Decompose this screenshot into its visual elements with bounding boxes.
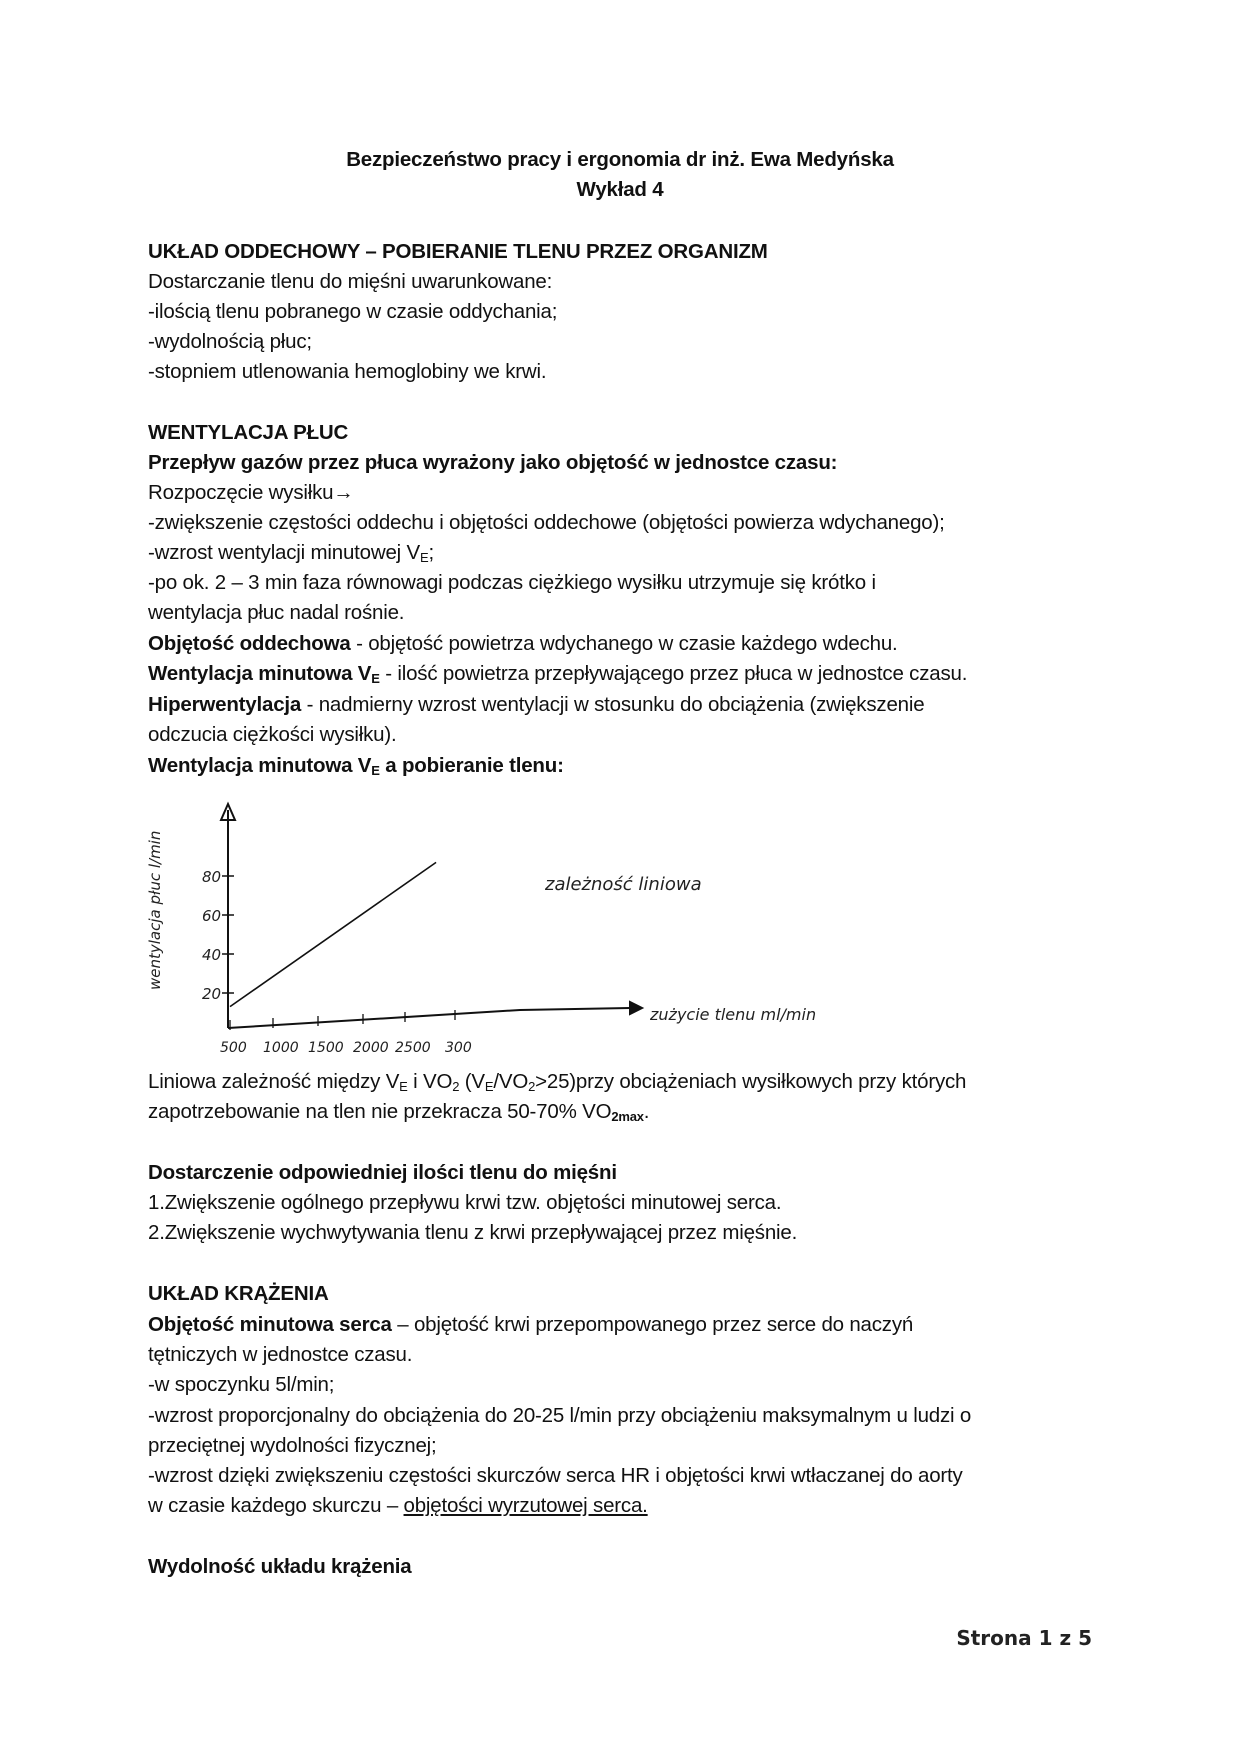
text: Wentylacja minutowa V bbox=[148, 754, 372, 777]
text-line: wentylacja płuc nadal rośnie. bbox=[148, 601, 405, 624]
subscript: 2 bbox=[452, 1079, 460, 1094]
text-line: -w spoczynku 5l/min; bbox=[148, 1373, 335, 1396]
subscript: E bbox=[371, 763, 380, 778]
subscript: E bbox=[484, 1079, 494, 1094]
x-tick-label: 500 bbox=[220, 1040, 247, 1056]
subscript: E bbox=[419, 550, 429, 565]
y-tick-label: 20 bbox=[202, 985, 222, 1003]
text: ; bbox=[428, 541, 434, 564]
text: - objętość powietrza wdychanego w czasie każdego wdechu. bbox=[350, 632, 898, 655]
x-axis-label: zużycie tlenu ml/min bbox=[650, 1005, 817, 1024]
text-line bbox=[148, 1494, 648, 1518]
series-line-ve bbox=[230, 862, 436, 1006]
subscript: 2 bbox=[528, 1079, 536, 1094]
subscript: E bbox=[371, 671, 380, 686]
page-number: Strona 1 z 5 bbox=[956, 1626, 1092, 1650]
text: >25)przy obciążeniach wysiłkowych przy których bbox=[535, 1070, 967, 1093]
term: Hiperwentylacja bbox=[148, 693, 302, 716]
definition-line bbox=[148, 662, 967, 686]
underlined-term: objętości wyrzutowej serca. bbox=[403, 1494, 648, 1517]
text-line bbox=[148, 541, 434, 565]
text: zapotrzebowanie na tlen nie przekracza 50-70% VO bbox=[148, 1100, 612, 1123]
definition-line bbox=[148, 1313, 913, 1337]
x-tick-label: 300 bbox=[445, 1040, 472, 1056]
text: w czasie każdego skurczu – bbox=[148, 1494, 404, 1517]
caption-line bbox=[148, 1070, 966, 1094]
section-heading: UKŁAD ODDECHOWY – POBIERANIE TLENU PRZEZ ORGANIZM bbox=[148, 240, 768, 263]
text-line: 2.Zwiększenie wychwytywania tlenu z krwi przepływającej przez mięśnie. bbox=[148, 1221, 798, 1244]
caption-line bbox=[148, 1100, 649, 1124]
text-line: 1.Zwiększenie ogólnego przepływu krwi tzw. objętości minutowej serca. bbox=[148, 1191, 782, 1214]
annotation: zależność liniowa bbox=[545, 874, 702, 895]
definition-line bbox=[148, 632, 898, 656]
x-tick-label: 2000 bbox=[353, 1040, 389, 1056]
lecture-number: Wykład 4 bbox=[576, 178, 664, 201]
y-tick-label: 60 bbox=[202, 907, 222, 925]
text: /VO bbox=[493, 1070, 529, 1093]
subscript: 2max bbox=[611, 1109, 644, 1124]
document-title: Bezpieczeństwo pracy i ergonomia dr inż. Ewa Medyńska bbox=[346, 148, 894, 171]
y-axis-label: wentylacja płuc l/min bbox=[146, 830, 164, 990]
text-line: -po ok. 2 – 3 min faza równowagi podczas ciężkiego wysiłku utrzymuje się krótko i bbox=[148, 571, 876, 594]
text: a pobieranie tlenu: bbox=[379, 754, 564, 777]
text-line: -wydolnością płuc; bbox=[148, 330, 312, 353]
text-line: -ilością tlenu pobranego w czasie oddychania; bbox=[148, 300, 558, 323]
section-heading: WENTYLACJA PŁUC bbox=[148, 421, 349, 444]
definition-line bbox=[148, 693, 924, 717]
x-tick-label: 1000 bbox=[263, 1040, 299, 1056]
x-tick-label: 1500 bbox=[308, 1040, 344, 1056]
text-line: -wzrost dzięki zwiększeniu częstości skurczów serca HR i objętości krwi wtłaczanej do aorty bbox=[148, 1464, 963, 1487]
text-line: odczucia ciężkości wysiłku). bbox=[148, 723, 397, 746]
term: Objętość minutowa serca bbox=[148, 1313, 392, 1336]
subsection-heading: Wydolność układu krążenia bbox=[148, 1555, 412, 1578]
text-line: Dostarczanie tlenu do mięśni uwarunkowane: bbox=[148, 270, 553, 293]
subscript: E bbox=[399, 1079, 408, 1094]
text-line: przeciętnej wydolności fizycznej; bbox=[148, 1434, 437, 1457]
text: – objętość krwi przepompowanego przez serce do naczyń bbox=[391, 1313, 914, 1336]
text-line: -zwiększenie częstości oddechu i objętości oddechowe (objętości powierza wdychanego); bbox=[148, 511, 945, 534]
text: -wzrost wentylacji minutowej V bbox=[148, 541, 420, 564]
term: Objętość oddechowa bbox=[148, 632, 351, 655]
text-line: -stopniem utlenowania hemoglobiny we krwi. bbox=[148, 360, 547, 383]
text: - ilość powietrza przepływającego przez płuca w jednostce czasu. bbox=[379, 662, 968, 685]
text-line: tętniczych w jednostce czasu. bbox=[148, 1343, 413, 1366]
x-axis-arrow-icon bbox=[630, 1002, 642, 1014]
text: i VO bbox=[407, 1070, 453, 1093]
section-heading: Dostarczenie odpowiedniej ilości tlenu do mięśni bbox=[148, 1161, 617, 1184]
text-line: Przepływ gazów przez płuca wyrażony jako objętość w jednostce czasu: bbox=[148, 451, 838, 474]
x-tick-label: 2500 bbox=[395, 1040, 431, 1056]
section-heading: UKŁAD KRĄŻENIA bbox=[148, 1282, 329, 1305]
term: Wentylacja minutowa V bbox=[148, 662, 372, 685]
text-line: -wzrost proporcjonalny do obciążenia do 20-25 l/min przy obciążeniu maksymalnym u ludzi o bbox=[148, 1404, 972, 1427]
x-axis bbox=[228, 1008, 630, 1028]
text: . bbox=[643, 1100, 650, 1123]
y-tick-label: 40 bbox=[202, 946, 222, 964]
text: Liniowa zależność między V bbox=[148, 1070, 400, 1093]
text: - nadmierny wzrost wentylacji w stosunku do obciążenia (zwiększenie bbox=[301, 693, 925, 716]
y-tick-label: 80 bbox=[202, 868, 222, 886]
text: (V bbox=[459, 1070, 485, 1093]
text-line: Rozpoczęcie wysiłku→ bbox=[148, 481, 354, 504]
text-line bbox=[148, 754, 564, 778]
handwritten-chart bbox=[130, 790, 817, 1060]
